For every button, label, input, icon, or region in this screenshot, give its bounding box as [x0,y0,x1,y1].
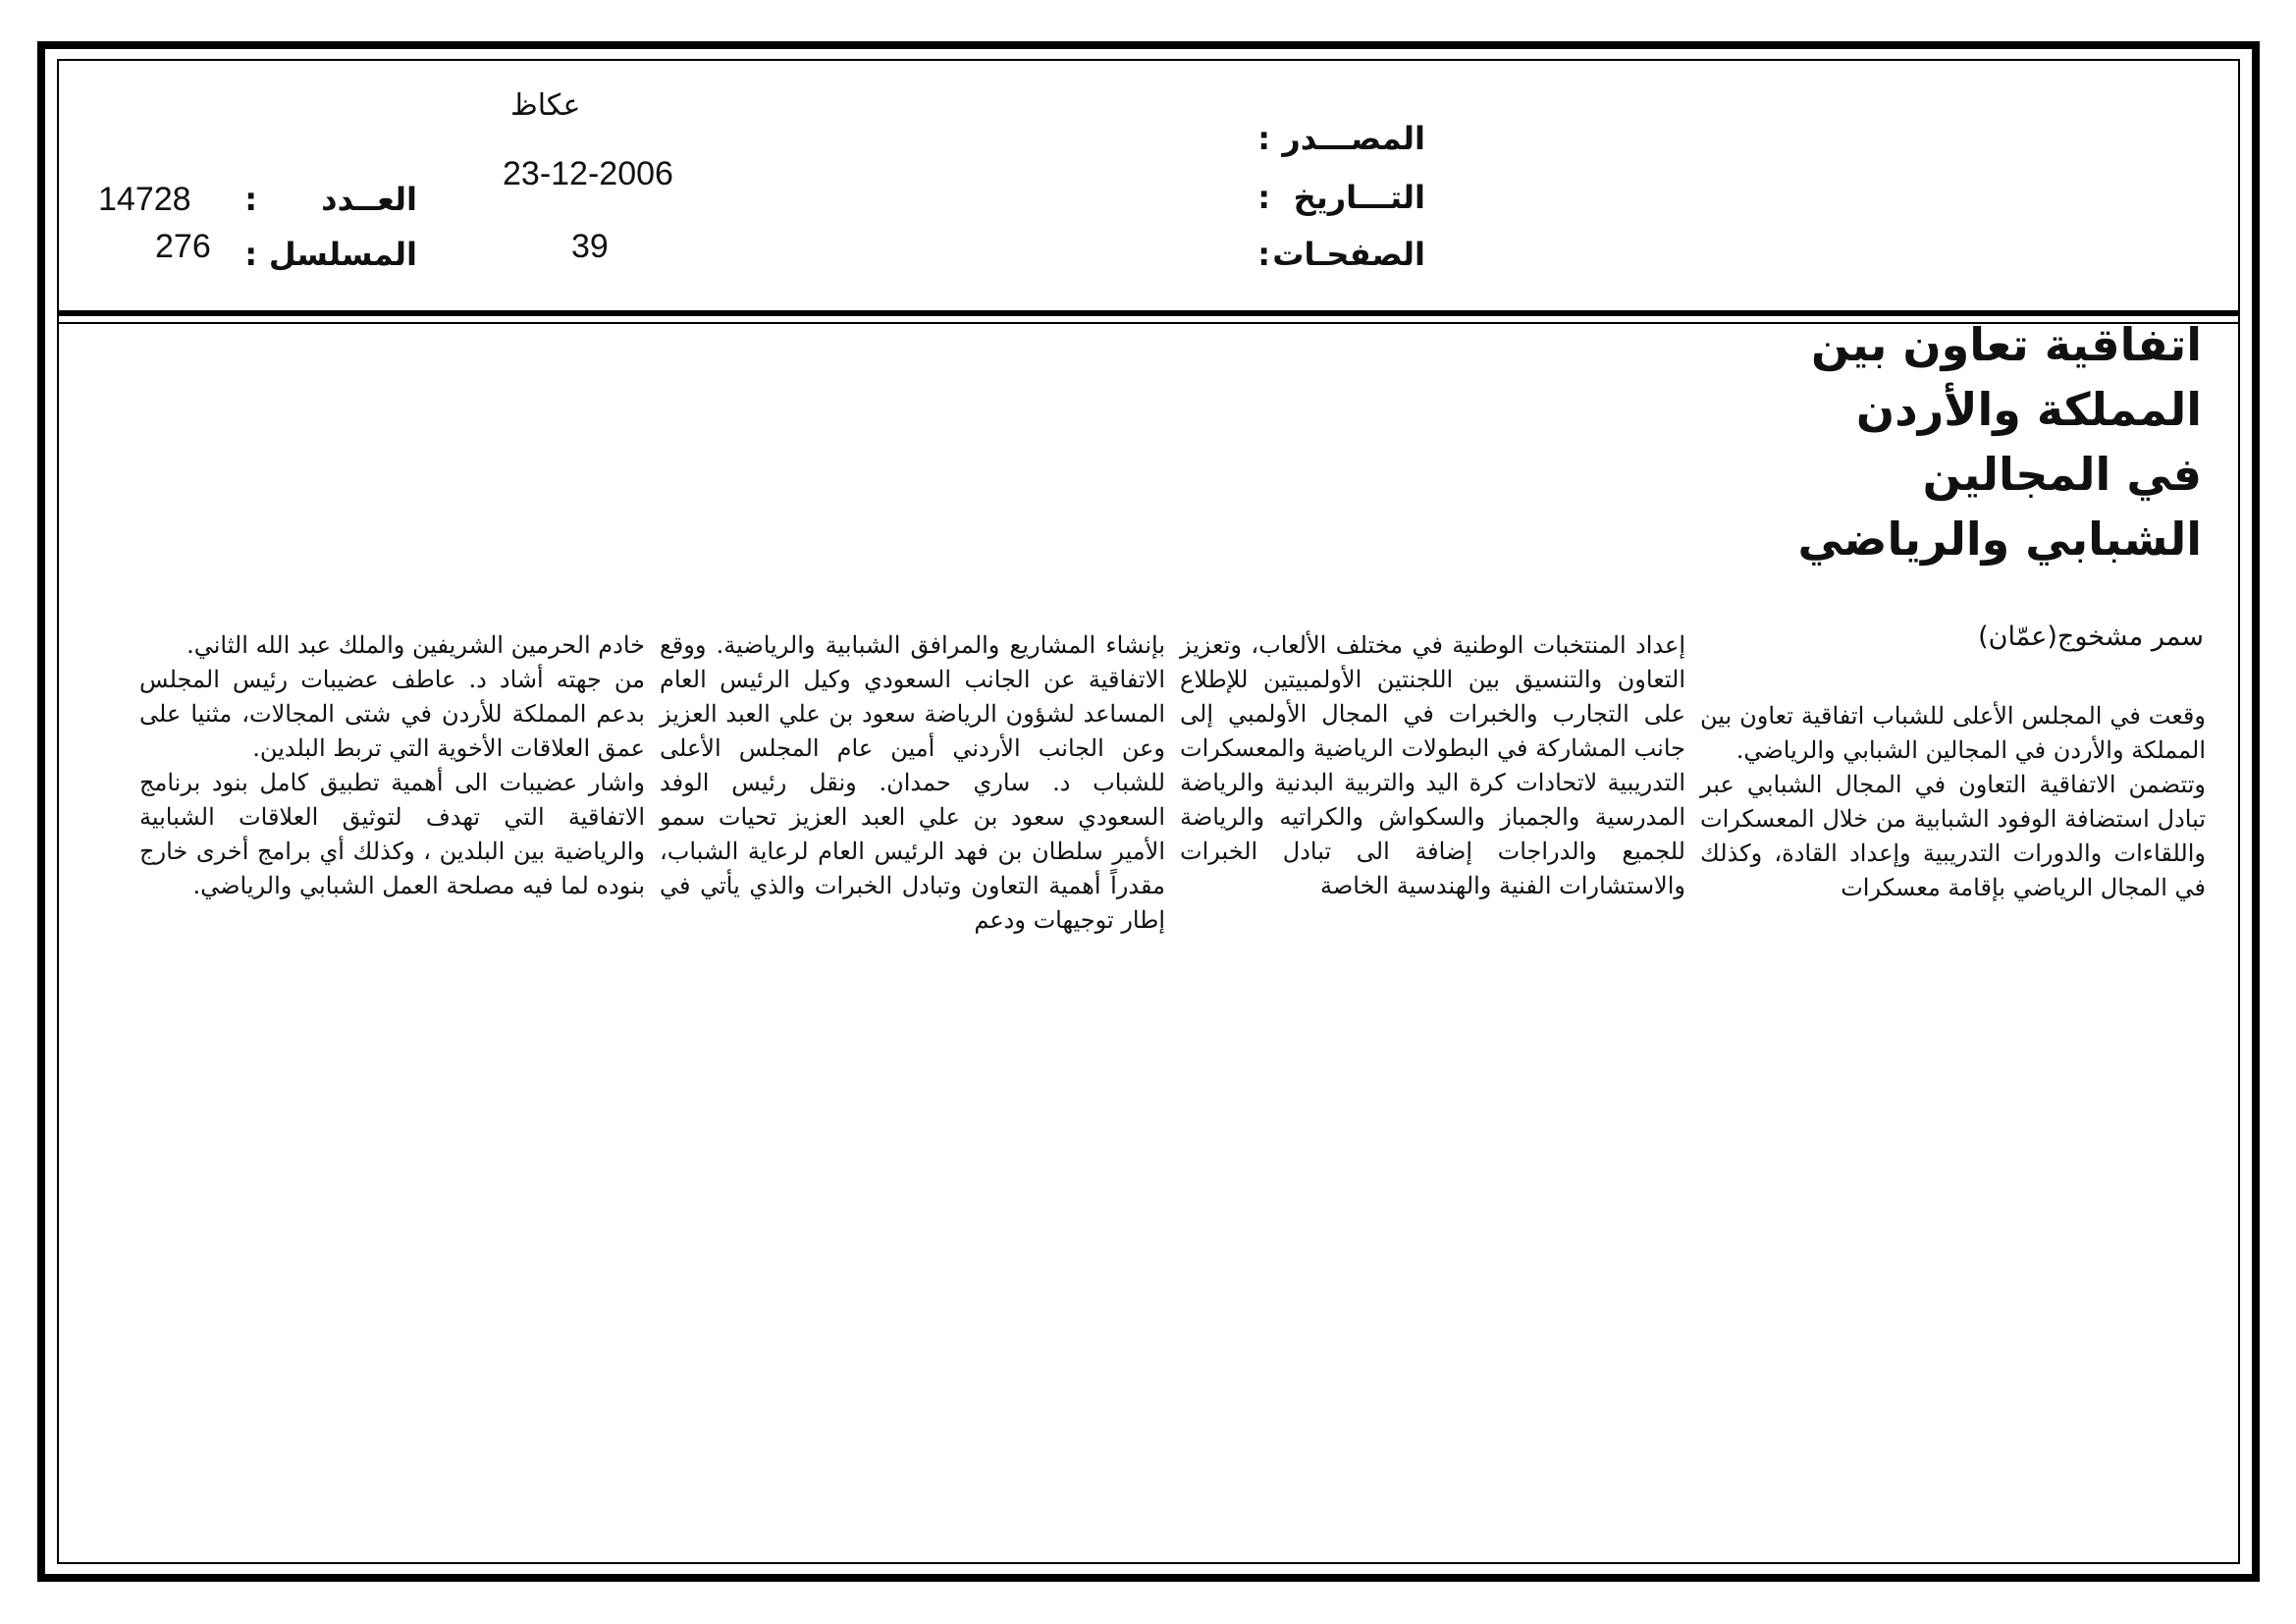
date-value: 23-12-2006 [503,155,673,192]
article-byline: سمر مشخوج(عمّان) [1978,622,2204,652]
headline-line: الشبابي والرياضي [1797,513,2202,566]
paragraph: واشار عضيبات الى أهمية تطبيق كامل بنود برنامج الاتفاقية التي تهدف لتوثيق العلاقات الشبابية والرياضية بين البلدين ، وكذلك أي برامج أخرى خارج بنوده لما فيه مصلحة العمل الشبابي والرياضي. [139,769,645,899]
pages-colon: : [1257,236,1270,273]
date-colon: : [1257,179,1270,216]
article-headline [1789,312,2202,571]
paragraph: وتتضمن الاتفاقية التعاون في المجال الشبابي عبر تبادل استضافة الوفود الشبابية من خلال المعسكرات واللقاءات والدورات التدريبية وإعداد القادة، وكذلك في المجال الرياضي بإقامة معسكرات [1700,771,2206,901]
serial-value: 276 [155,228,211,265]
headline-line: في المجالين [1922,448,2202,501]
pages-value: 39 [571,228,609,265]
date-label: التـــاريخ [1293,179,1425,216]
paragraph: إعداد المنتخبات الوطنية في مختلف الألعاب، وتعزيز التعاون والتنسيق بين اللجنتين الأولمبيتين للإطلاع على التجارب والخبرات في المجال الأولمبي إلى جانب المشاركة في البطولات الرياضية والمعسكرات التدريبية لاتحادات كرة اليد والتربية البدنية والرياضة المدرسية والجمباز والسكواش والكراتيه والرياضة للجميع والدراجات إضافة الى تبادل الخبرات والاستشارات الفنية والهندسية الخاصة [1180,631,1685,899]
issue-colon: : [244,181,257,218]
paragraph: خادم الحرمين الشريفين والملك عبد الله الثاني. [187,631,645,659]
article-column-2 [1180,628,1685,903]
headline-line: المملكة والأردن [1855,383,2202,436]
paragraph: وقعت في المجلس الأعلى للشباب اتفاقية تعاون بين المملكة والأردن في المجالين الشبابي والرياضي. [1700,702,2206,764]
serial-label: المسلسل [268,236,417,273]
issue-value: 14728 [98,181,191,218]
issue-label: العــدد [321,181,417,218]
article-column-1 [1700,699,2206,905]
source-label: المصـــدر [1282,120,1425,157]
paragraph: بإنشاء المشاريع والمرافق الشبابية والرياضية. ووقع الاتفاقية عن الجانب السعودي وكيل الرئيس العام المساعد لشؤون الرياضة سعود بن علي العبد العزيز وعن الجانب الأردني أمين عام المجلس الأعلى للشباب د. ساري حمدان. ونقل رئيس الوفد السعودي سعود بن علي العبد العزيز تحيات سمو الأمير سلطان بن فهد الرئيس العام لرعاية الشباب، مقدراً أهمية التعاون وتبادل الخبرات والذي يأتي في إطار توجيهات ودعم [660,631,1165,934]
pages-label: الصفحـات [1272,236,1425,273]
serial-colon: : [244,236,257,273]
source-value: عكاظ [510,88,581,123]
article-column-4 [139,628,645,903]
document-header [59,61,2238,310]
article-column-3 [660,628,1165,938]
paragraph: من جهته أشاد د. عاطف عضيبات رئيس المجلس بدعم المملكة للأردن في شتى المجالات، مثنيا على عمق العلاقات الأخوية التي تربط البلدين. [139,666,645,762]
headline-line: اتفاقية تعاون بين [1810,318,2202,371]
source-colon: : [1257,120,1270,157]
